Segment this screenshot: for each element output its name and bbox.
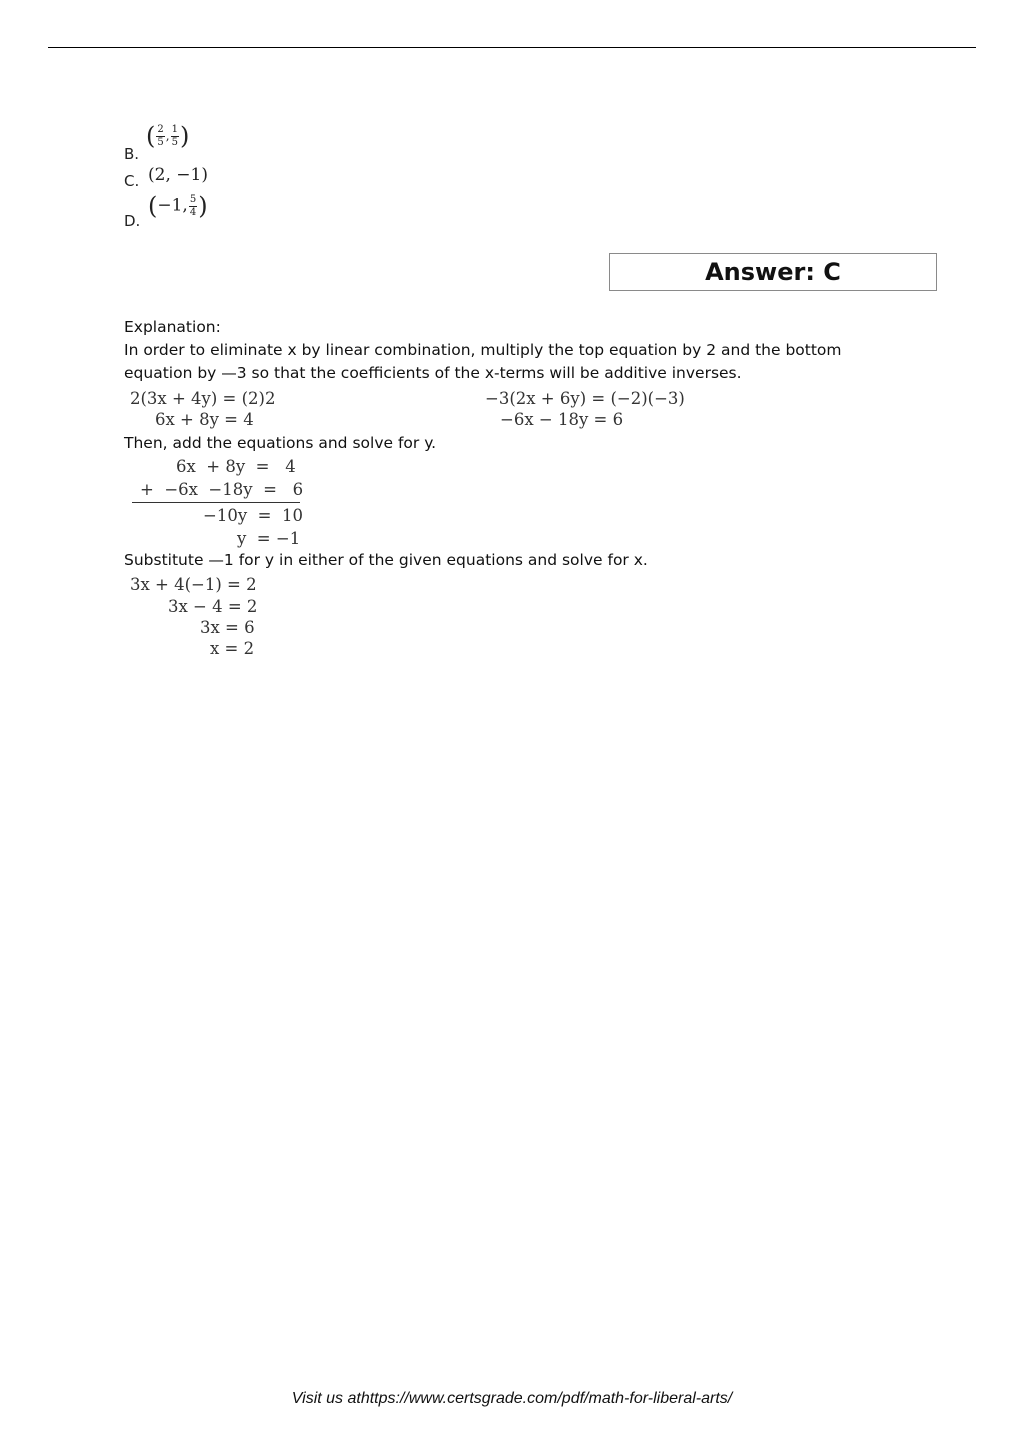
- option-d-lead: −1,: [157, 195, 188, 216]
- substitution-1: 3x + 4(−1) = 2: [130, 575, 257, 594]
- close-paren: ): [198, 192, 208, 220]
- substitution-2: 3x − 4 = 2: [168, 597, 258, 616]
- numerator: 2: [157, 123, 164, 135]
- explanation-line-2: equation by —3 so that the coefficients of the x-terms will be additive inverses.: [124, 364, 742, 382]
- equation-right-1: −3(2x + 6y) = (−2)(−3): [485, 389, 685, 408]
- explanation-line-1: In order to eliminate x by linear combination, multiply the top equation by 2 and the bottom: [124, 341, 842, 359]
- fraction: [171, 125, 179, 148]
- sum-row-3: −10y = 10: [203, 506, 303, 525]
- option-b-value: [146, 124, 189, 148]
- fraction: [189, 195, 197, 218]
- sum-row-2: + −6x −18y = 6: [140, 480, 304, 499]
- explanation-line-3: Then, add the equations and solve for y.: [124, 434, 437, 452]
- fraction: [156, 125, 164, 148]
- numerator: 1: [171, 123, 178, 135]
- equation-left-2: 6x + 8y = 4: [155, 410, 254, 429]
- explanation-heading: Explanation:: [124, 318, 221, 336]
- numerator: 5: [189, 193, 197, 205]
- denominator: 5: [171, 136, 178, 148]
- option-c-value: (2, −1): [148, 165, 208, 185]
- option-c-letter: C.: [124, 172, 140, 190]
- open-paren: (: [146, 122, 156, 150]
- sum-rule: [132, 502, 300, 503]
- substitution-4: x = 2: [210, 639, 255, 658]
- header-rule: [48, 47, 976, 48]
- footer-visit-link[interactable]: Visit us athttps://www.certsgrade.com/pdf/math-for-liberal-arts/: [291, 1390, 733, 1407]
- denominator: 4: [189, 206, 197, 218]
- option-d-value: [148, 194, 208, 218]
- separator: ,: [165, 129, 170, 143]
- answer-label: Answer: C: [705, 258, 841, 286]
- substitution-3: 3x = 6: [200, 618, 255, 637]
- open-paren: (: [148, 192, 158, 220]
- answer-box: [609, 253, 937, 291]
- option-d-letter: D.: [124, 212, 141, 230]
- equation-right-2: −6x − 18y = 6: [500, 410, 624, 429]
- equation-left-1: 2(3x + 4y) = (2)2: [130, 389, 276, 408]
- sum-row-4: y = −1: [237, 529, 301, 548]
- denominator: 5: [157, 136, 164, 148]
- option-b-letter: B.: [124, 145, 140, 163]
- sum-row-1: 6x + 8y = 4: [176, 457, 296, 476]
- explanation-line-4: Substitute —1 for y in either of the given equations and solve for x.: [124, 551, 648, 569]
- close-paren: ): [179, 122, 190, 150]
